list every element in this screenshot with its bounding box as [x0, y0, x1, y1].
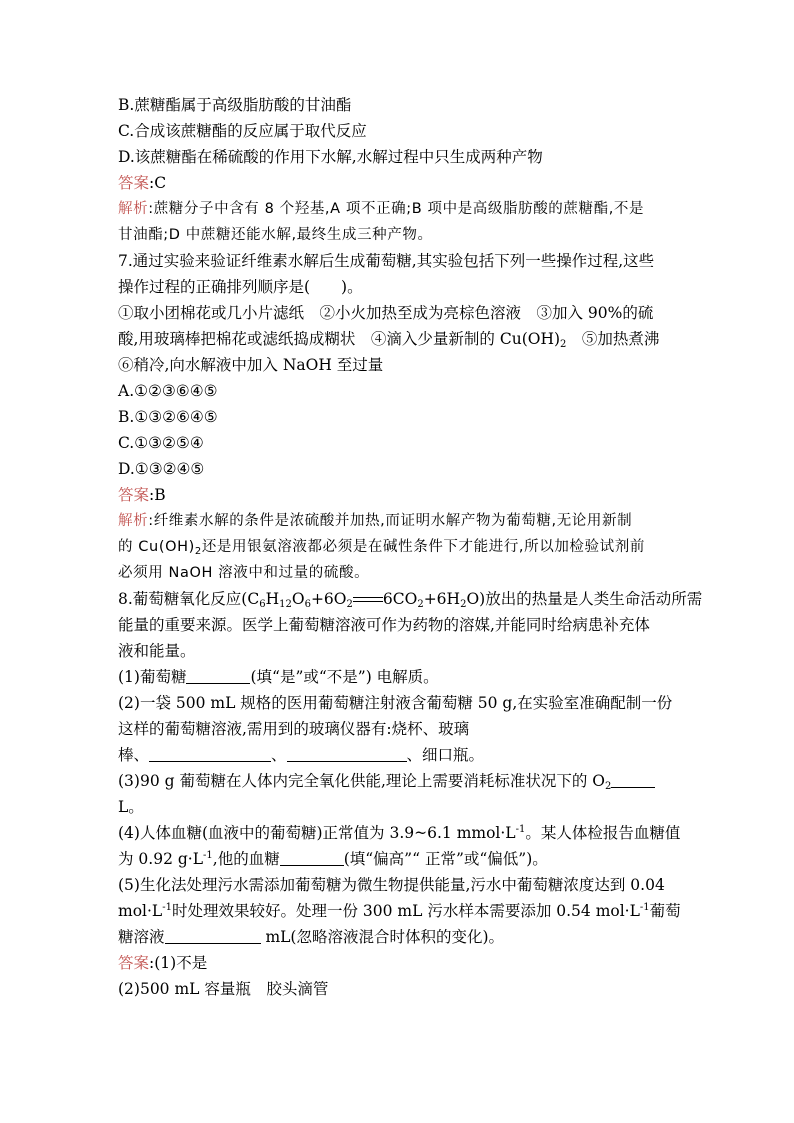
question-8-part-2-line-1: (2)一袋 500 mL 规格的医用葡萄糖注射液含葡萄糖 50 g,在实验室准确配制一份	[118, 694, 673, 712]
question-7-line-1: 7.通过实验来验证纤维素水解后生成葡萄糖,其实验包括下列一些操作过程,这些	[118, 252, 655, 270]
answer-label: 答案	[118, 954, 150, 972]
answer-8-line-1: 答案:(1)不是	[118, 954, 208, 972]
answer-label: 答案	[118, 486, 150, 504]
answer-label: 答案	[118, 174, 150, 192]
question-8-part-4-line-1: (4)人体血糖(血液中的葡萄糖)正常值为 3.9~6.1 $mmol\cdot L^{-1}$。某人体检报告血糖值	[118, 824, 681, 842]
equals-sign	[353, 597, 383, 603]
question-8-line-1: 8.葡萄糖氧化反应($C_6H_{12}O_6+6O_2$ $6CO_2+6H_2O$)放出的热量是人类生命活动所需	[118, 590, 703, 610]
question-8-line-3: 液和能量。	[118, 642, 196, 660]
answer-blank	[186, 667, 250, 684]
question-8-part-5-line-3: 糖溶液 mL(忽略溶液混合时体积的变化)。	[118, 928, 505, 946]
explanation-7-line-2: 的 $Cu(OH)_2$还是用银氨溶液都必须是在碱性条件下才能进行,所以加检验试剂前	[118, 539, 645, 557]
answer-6: 答案:C	[118, 174, 167, 192]
answer-8-line-2: (2)500 mL 容量瓶 胶头滴管	[118, 980, 329, 998]
explanation-6-line-1: 解析:蔗糖分子中含有 8 个羟基,A 项不正确;B 项中是高级脂肪酸的蔗糖酯,不是	[118, 201, 645, 217]
q7-option-d: D.①③②④⑤	[118, 460, 205, 478]
question-8-part-3-line-1: (3)90 g 葡萄糖在人体内完全氧化供能,理论上需要消耗标准状况下的 $O_2$	[118, 768, 698, 794]
explanation-label: 解析	[118, 201, 149, 217]
answer-blank	[165, 927, 261, 944]
question-8-part-1: (1)葡萄糖 (填“是”或“不是”) 电解质。	[118, 668, 439, 686]
answer-blank	[149, 745, 271, 762]
explanation-label: 解析	[118, 513, 149, 529]
question-8-part-2-line-3: 棒、 、 、细口瓶。	[118, 746, 485, 764]
explanation-7-line-1: 解析:纤维素水解的条件是浓硫酸并加热,而证明水解产物为葡萄糖,无论用新制	[118, 513, 633, 529]
question-7-line-3: ①取小团棉花或几小片滤纸 ②小火加热至成为亮棕色溶液 ③加入 90%的硫	[118, 304, 654, 322]
answer-blank	[611, 771, 655, 788]
question-7-line-5: ⑥稍冷,向水解液中加入 NaOH 至过量	[118, 356, 384, 374]
option-d: D.该蔗糖酯在稀硫酸的作用下水解,水解过程中只生成两种产物	[118, 148, 543, 166]
explanation-7-line-3: 必须用 NaOH 溶液中和过量的硫酸。	[118, 565, 370, 581]
q7-option-b: B.①③②⑥④⑤	[118, 408, 218, 426]
explanation-6-line-2: 甘油酯;D 中蔗糖还能水解,最终生成三种产物。	[118, 227, 433, 243]
document-page	[118, 92, 703, 1002]
question-8-part-2-line-2: 这样的葡萄糖溶液,需用到的玻璃仪器有:烧杯、玻璃	[118, 720, 470, 738]
question-8-part-5-line-1: (5)生化法处理污水需添加葡萄糖为微生物提供能量,污水中葡萄糖浓度达到 0.04	[118, 876, 665, 894]
option-c: C.合成该蔗糖酯的反应属于取代反应	[118, 122, 367, 140]
question-8-part-5-line-2: $mol\cdot L^{-1}$时处理效果较好。处理一份 300 mL 污水样本需要添加 0.54 $mol\cdot L^{-1}$葡萄	[118, 902, 681, 920]
q7-option-c: C.①③②⑤④	[118, 434, 204, 452]
question-8-part-4-line-2: 为 0.92 $g\cdot L^{-1}$,他的血糖 (填“偏高”“ 正常”或“偏低”)。	[118, 850, 548, 868]
question-7-line-2: 操作过程的正确排列顺序是( )。	[118, 278, 363, 296]
answer-blank	[280, 849, 344, 866]
answer-blank	[287, 745, 407, 762]
option-b: B.蔗糖酯属于高级脂肪酸的甘油酯	[118, 96, 352, 114]
question-8-part-3-line-2: L。	[118, 798, 144, 816]
q7-option-a: A.①②③⑥④⑤	[118, 382, 218, 400]
question-7-line-4: 酸,用玻璃棒把棉花或滤纸捣成糊状 ④滴入少量新制的 $Cu(OH)_2$ ⑤加热煮沸	[118, 330, 660, 350]
answer-7: 答案:B	[118, 486, 166, 504]
question-8-line-2: 能量的重要来源。医学上葡萄糖溶液可作为药物的溶媒,并能同时给病患补充体	[118, 616, 650, 634]
